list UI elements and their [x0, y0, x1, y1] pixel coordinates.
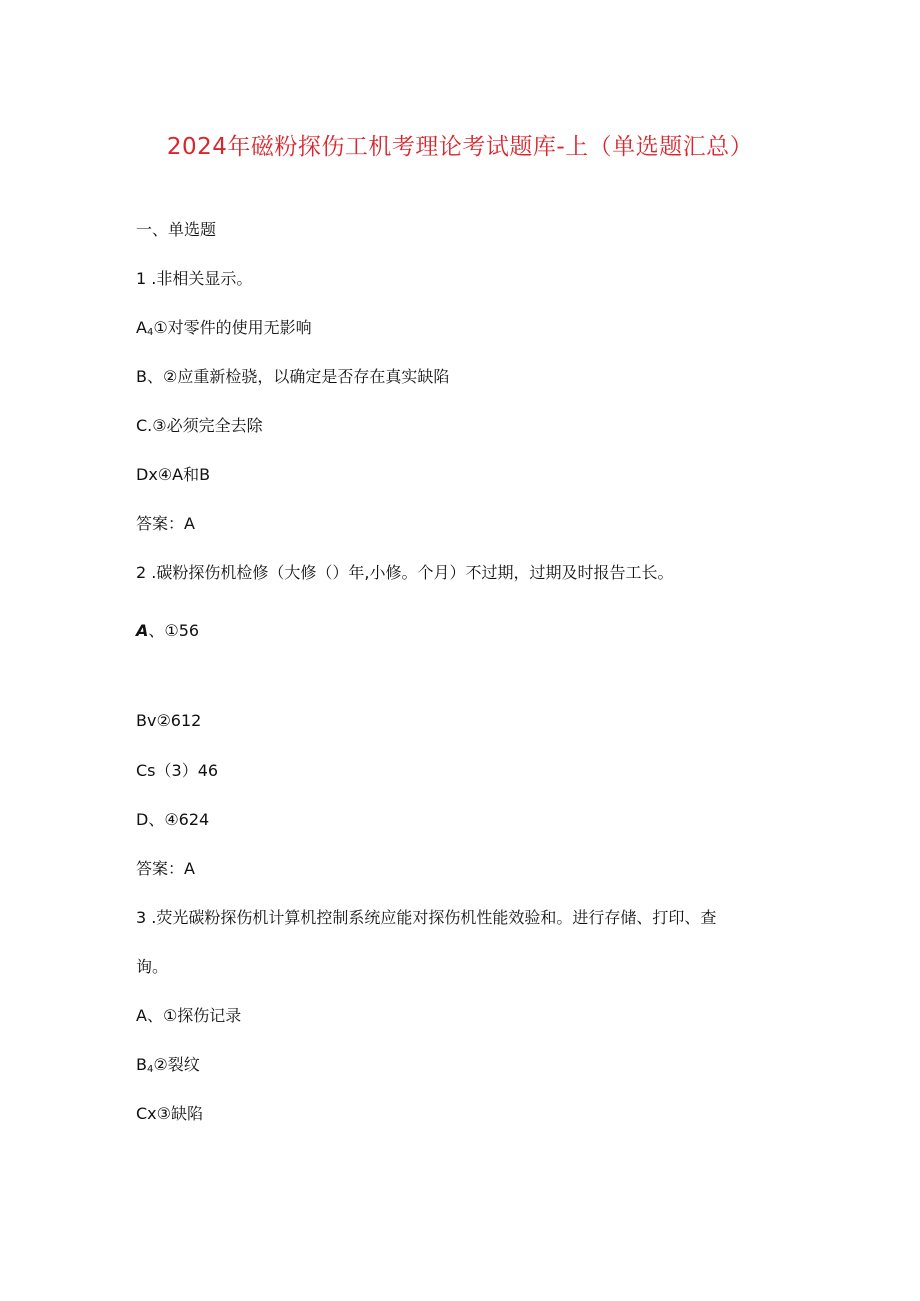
question-1-option-b: B、②应重新检骁，以确定是否存在真实缺陷	[136, 367, 450, 386]
document-title: 2024年磁粉探伤工机考理论考试题库-上（单选题汇总）	[166, 134, 754, 160]
option-text: ②裂纹	[153, 1055, 200, 1074]
option-letter: B	[136, 1055, 147, 1074]
question-3-stem-continued: 询。	[136, 957, 169, 976]
question-1-stem: 1 .非相关显示。	[136, 269, 253, 288]
question-2-option-d: D、④624	[136, 810, 210, 829]
question-2-option-c: Cs（3）46	[136, 761, 219, 780]
question-3-option-c: Cx③缺陷	[136, 1104, 203, 1123]
option-separator: 4	[146, 327, 154, 338]
question-3-option-a: A、①探伤记录	[136, 1006, 242, 1025]
question-1-option-c: C.③必须完全去除	[136, 416, 263, 435]
question-1-option-a	[136, 317, 312, 344]
question-2-option-b: Bv②612	[136, 711, 202, 730]
option-text: ①对零件的使用无影响	[153, 318, 312, 337]
question-2-option-a	[136, 620, 199, 642]
question-3-option-b	[136, 1054, 200, 1081]
question-3-stem: 3 .荧光碳粉探伤机计算机控制系统应能对探伤机性能效验和。进行存储、打印、查	[136, 908, 717, 927]
question-2-answer: 答案：A	[136, 859, 195, 878]
question-1-option-d: Dx④A和B	[136, 465, 211, 484]
section-heading: 一、单选题	[136, 220, 217, 239]
option-letter: A	[136, 621, 149, 640]
option-letter: A	[136, 318, 147, 337]
question-2-stem: 2 .碳粉探伤机检修（大修（）年,小修。个月）不过期，过期及时报告工长。	[136, 563, 674, 582]
question-1-answer: 答案：A	[136, 514, 195, 533]
option-text: 、①56	[148, 621, 200, 640]
option-separator: 4	[146, 1064, 154, 1075]
